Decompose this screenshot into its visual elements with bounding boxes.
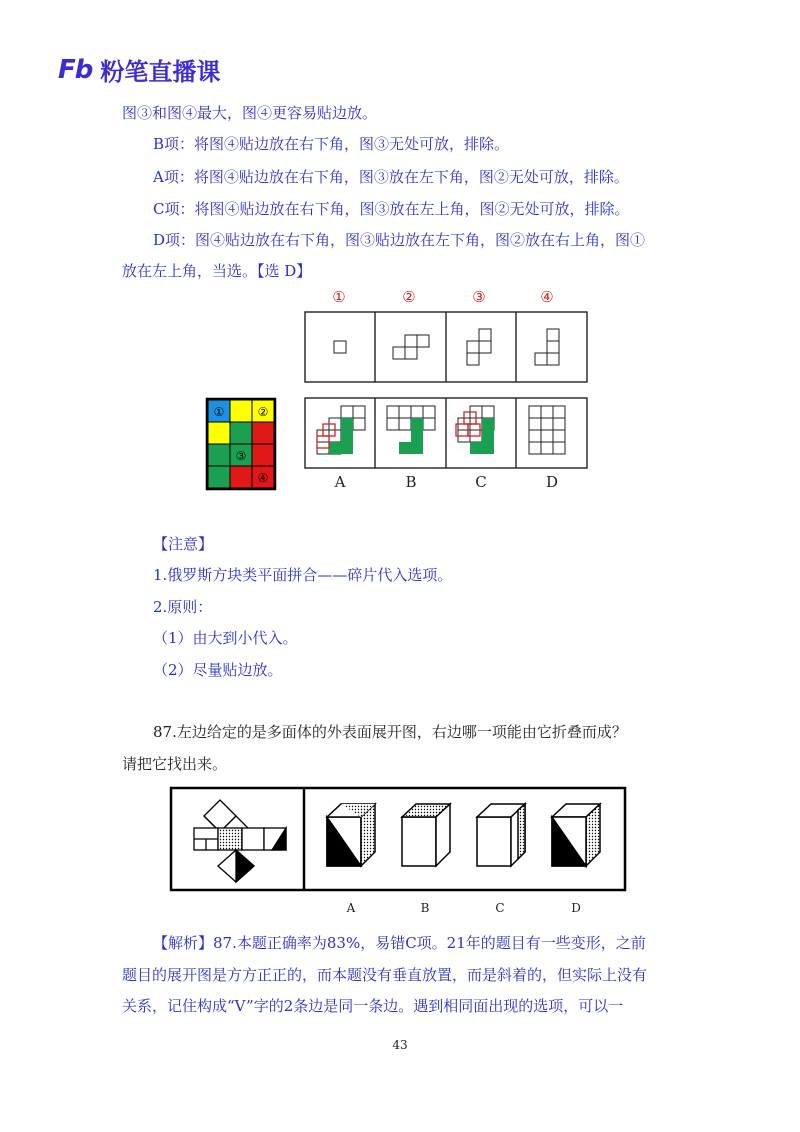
grid-label-1: ①	[213, 405, 225, 419]
analysis-line-6: 放在左上角，当选。【选 D】	[122, 262, 312, 280]
piece-label-2: ②	[402, 288, 416, 306]
cube-option-label-a: A	[346, 901, 356, 915]
option-label-b: B	[405, 473, 417, 491]
logo-text: 粉笔直播课	[100, 58, 221, 86]
option-label-a: A	[334, 473, 346, 491]
note-item-2: 2.原则：	[153, 598, 213, 616]
figure-polyhedron	[0, 784, 800, 924]
analysis-line-1: 图③和图④最大，图④更容易贴边放。	[122, 104, 378, 122]
logo-mark: Fb	[58, 54, 93, 85]
cube-option-label-b: B	[420, 901, 430, 915]
grid-label-4: ④	[257, 471, 269, 485]
note-item-3: （1）由大到小代入。	[153, 629, 298, 647]
cube-option-label-d: D	[571, 901, 581, 915]
page-number: 43	[392, 1038, 408, 1052]
grid-label-2: ②	[257, 405, 269, 419]
explanation-line-2: 题目的展开图是方方正正的，而本题没有垂直放置，而是斜着的，但实际上没有	[122, 966, 648, 984]
analysis-line-2: B项：将图④贴边放在右下角，图③无处可放，排除。	[153, 135, 510, 153]
question-line-2: 请把它找出来。	[122, 755, 228, 773]
analysis-line-4: C项：将图④贴边放在右下角，图③放在左上角，图②无处可放，排除。	[153, 200, 630, 218]
explanation-line-1: 【解析】87.本题正确率为83%，易错C项。21年的题目有一些变形，之前	[153, 934, 646, 952]
piece-label-1: ①	[332, 288, 346, 306]
explanation-line-3: 关系，记住构成“V”字的2条边是同一条边。遇到相同面出现的选项，可以一	[122, 997, 624, 1015]
figure-puzzle-pieces	[0, 286, 800, 496]
analysis-line-5: D项：图④贴边放在右下角，图③贴边放在左下角，图②放在右上角，图①	[153, 231, 646, 249]
cube-option-label-c: C	[495, 901, 505, 915]
piece-label-4: ④	[540, 288, 554, 306]
note-title: 【注意】	[153, 535, 214, 553]
option-label-d: D	[545, 473, 559, 491]
analysis-line-3: A项：将图④贴边放在右下角，图③放在左下角，图②无处可放，排除。	[153, 168, 629, 186]
option-label-c: C	[475, 473, 487, 491]
note-item-4: （2）尽量贴边放。	[153, 661, 283, 679]
question-line-1: 87.左边给定的是多面体的外表面展开图，右边哪一项能由它折叠而成？	[153, 723, 627, 741]
piece-label-3: ③	[472, 288, 486, 306]
brand-logo	[58, 52, 220, 87]
grid-label-3: ③	[235, 449, 247, 463]
note-item-1: 1.俄罗斯方块类平面拼合——碎片代入选项。	[153, 566, 453, 584]
